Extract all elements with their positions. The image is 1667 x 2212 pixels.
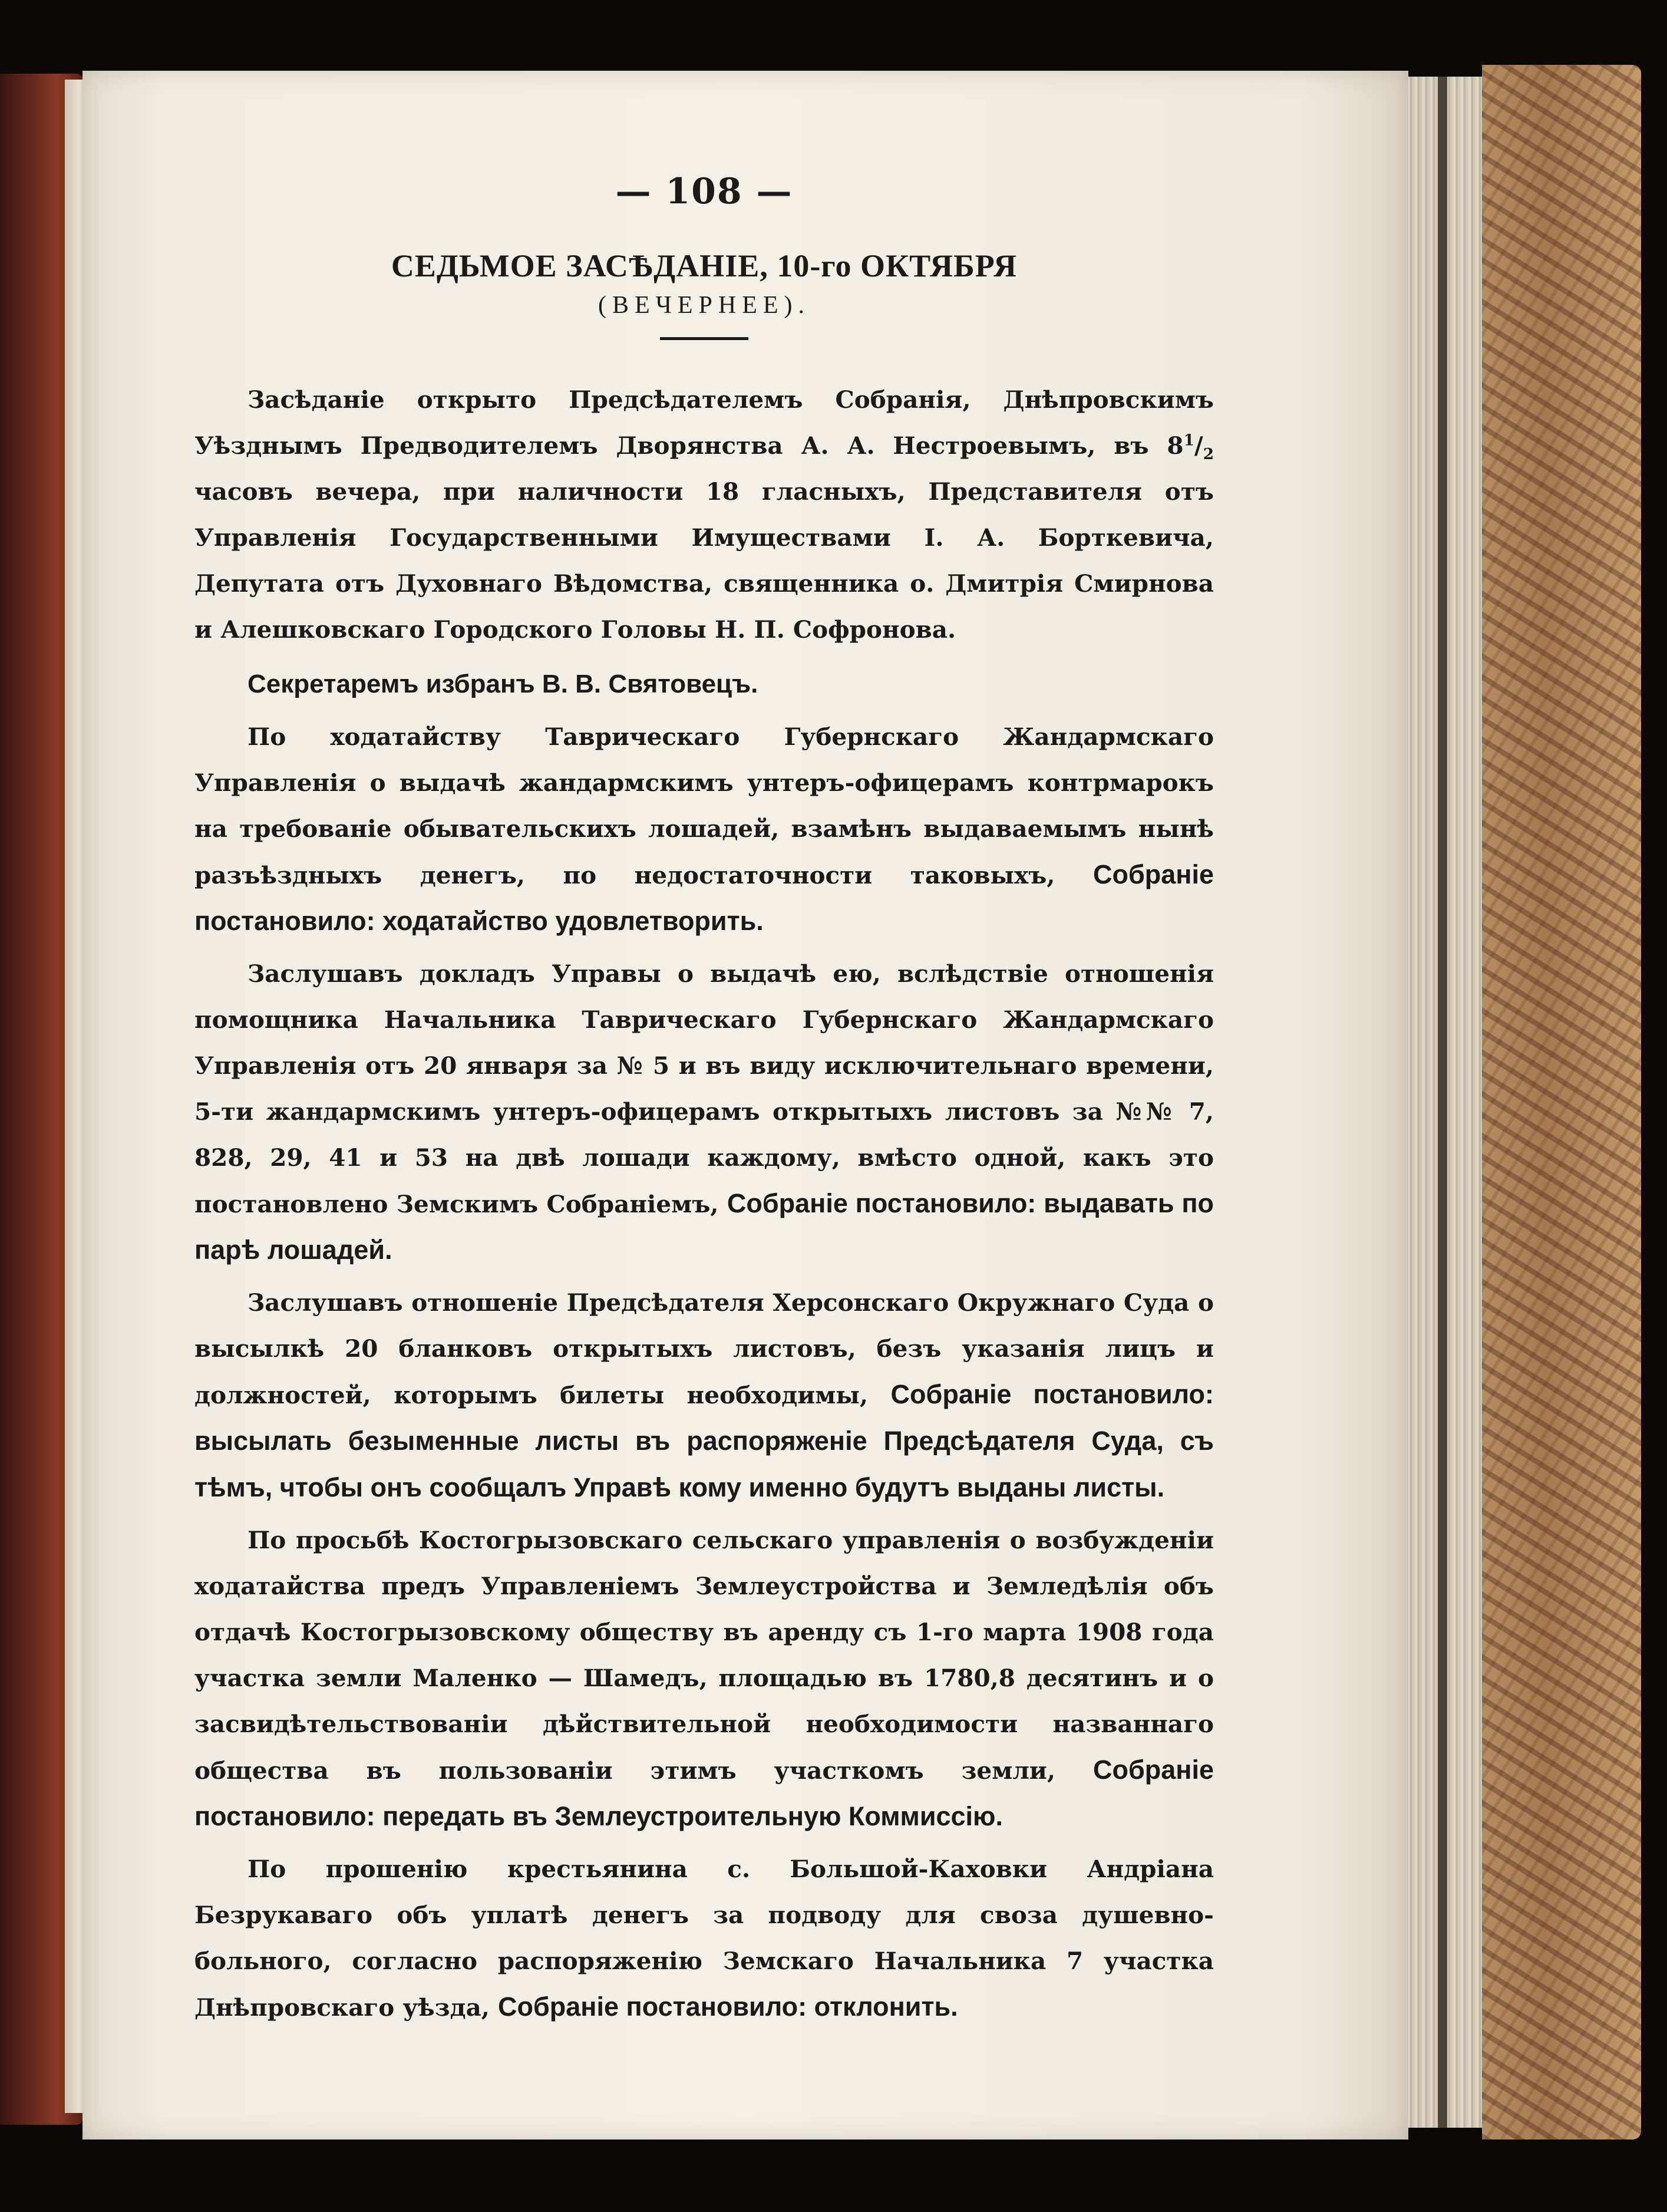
session-heading: СЕДЬМОЕ ЗАСѢДАНІЕ, 10-го ОКТЯБРЯ xyxy=(391,248,1018,283)
fraction-separator: / xyxy=(1194,431,1203,460)
page-text xyxy=(194,171,1214,2030)
heading-rule xyxy=(660,337,748,340)
resolution-decision: Собраніе постановило: высылать безыменные листы въ распоряженіе Предсѣдателя Суда, съ тѣмъ, чтобы онъ сообщалъ Управѣ кому именно будутъ выданы листы. xyxy=(194,1379,1214,1502)
resolution-decision: Собраніе постановило: выдавать по парѣ лошадей. xyxy=(194,1188,1214,1265)
paragraph-text: Заслушавъ докладъ Управы о выдачѣ ею, вслѣдствіе отношенія помощника Начальника Таврическаго Губернскаго Жандармскаго Управленія отъ 20 января за № 5 и въ виду исключительнаго времени, 5-ти жандармскимъ унтеръ-офицерамъ открытыхъ листовъ за №№ 7, 828, 29, 41 и 53 на двѣ лошади каждому, вмѣсто одной, какъ это постановлено Земскимъ Собраніемъ, xyxy=(194,960,1214,1218)
resolution-decision: Собраніе постановило: передать въ Землеустроительную Коммиссію. xyxy=(194,1755,1214,1831)
fraction-numerator: 1 xyxy=(1183,431,1194,450)
page-gutter-shadow xyxy=(1438,77,1447,2128)
paragraph-text: Заслушавъ отношеніе Предсѣдателя Херсонскаго Окружнаго Суда о высылкѣ 20 бланковъ открытыхъ листовъ, безъ указанія лицъ и должностей, которымъ билеты необходимы, xyxy=(194,1288,1214,1409)
session-subheading: (ВЕЧЕРНЕЕ). xyxy=(598,292,811,319)
resolution-decision: Собраніе постановило: ходатайство удовлетворить. xyxy=(194,859,1214,936)
opening-text-part2: часовъ вечера, при наличности 18 гласныхъ, Представителя отъ Управленія Государственными Имуществами І. А. Борткевича, Депутата отъ Духовнаго Вѣдомства, священника о. Дмитрія Смирнова и Алешковскаго Городского Головы Н. П. Софронова. xyxy=(194,477,1214,644)
page-number: — 108 — xyxy=(615,171,793,212)
paragraph-text: По прошенію крестьянина с. Большой-Каховки Андріана Безрукаваго объ уплатѣ денегъ за подводу для своза душевно-больного, согласно распоряженію Земскаго Начальника 7 участка Днѣпровскаго уѣзда, xyxy=(194,1855,1214,2022)
resolution-paragraph-court-blanks xyxy=(194,1280,1214,1511)
marbled-cover xyxy=(1482,65,1641,2140)
resolution-paragraph-horses xyxy=(194,951,1214,1274)
opening-text-part1: Засѣданіе открыто Предсѣдателемъ Собранія, Днѣпровскимъ Уѣзднымъ Предводителемъ Дворянства А. А. Нестроевымъ, въ 8 xyxy=(194,385,1214,460)
resolution-paragraph-cart-payment xyxy=(194,1846,1214,2030)
opening-paragraph xyxy=(194,377,1214,652)
secretary-line: Секретаремъ избранъ В. В. Святовецъ. xyxy=(247,670,758,698)
paragraph-text: По ходатайству Таврическаго Губернскаго Жандармскаго Управленія о выдачѣ жандармскимъ унтеръ-офицерамъ контрмарокъ на требованіе обывательскихъ лошадей, взамѣнъ выдаваемымъ нынѣ разъѣздныхъ денегъ, по недостаточности таковыхъ, xyxy=(194,723,1214,889)
resolution-paragraph-gendarmes-countermarks xyxy=(194,714,1214,945)
fraction-denominator: 2 xyxy=(1203,445,1214,464)
paragraph-text: По просьбѣ Костогрызовскаго сельскаго управленія о возбужденіи ходатайства предъ Управленіемъ Землеустройства и Земледѣлія объ отдачѣ Костогрызовскому обществу въ аренду съ 1-го марта 1908 года участка земли Маленко — Шамедъ, площадью въ 1780,8 десятинъ и о засвидѣтельствованіи дѣйствительной необходимости названнаго общества въ пользованіи этимъ участкомъ земли, xyxy=(194,1526,1214,1785)
resolution-decision: Собраніе постановило: отклонить. xyxy=(498,1992,958,2022)
resolution-paragraph-land-lease xyxy=(194,1517,1214,1840)
